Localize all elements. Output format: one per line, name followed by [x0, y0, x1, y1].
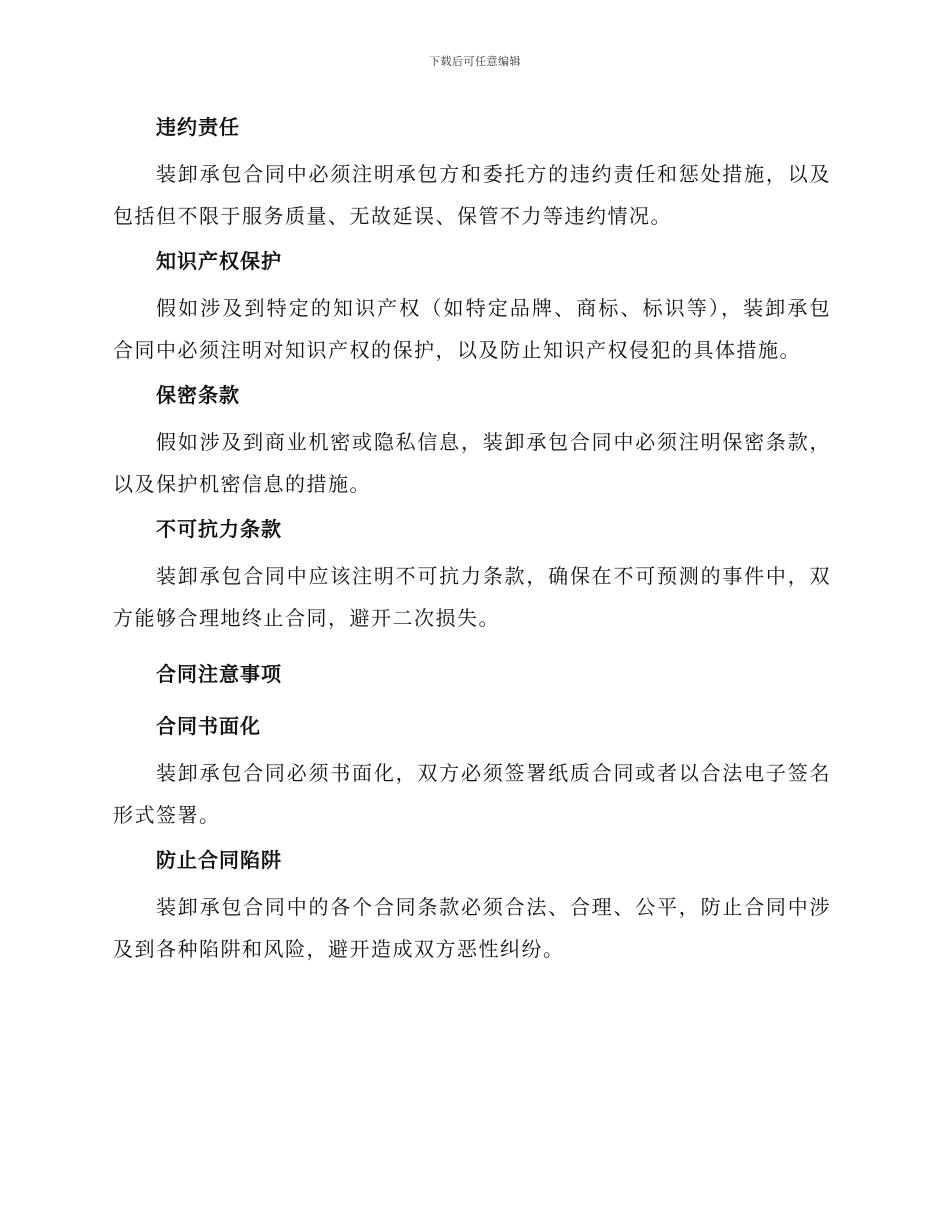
document-body	[113, 112, 831, 970]
page-header: 下载后可任意编辑	[429, 55, 521, 68]
section-body-written-contract: 装卸承包合同必须书面化，双方必须签署纸质合同或者以合法电子签名形式签署。	[113, 761, 831, 827]
section-body-force-majeure: 装卸承包合同中应该注明不可抗力条款，确保在不可预测的事件中，双方能够合理地终止合同，避开二次损失。	[113, 564, 831, 630]
section-body-breach-liability: 装卸承包合同中必须注明承包方和委托方的违约责任和惩处措施，以及包括但不限于服务质量、无故延误、保管不力等违约情况。	[113, 162, 831, 228]
section-body-contract-traps: 装卸承包合同中的各个合同条款必须合法、合理、公平，防止合同中涉及到各种陷阱和风险，避开造成双方恶性纠纷。	[113, 895, 831, 961]
section-heading-confidentiality: 保密条款	[156, 383, 240, 407]
section-heading-contract-traps: 防止合同陷阱	[156, 848, 282, 872]
section-heading-breach-liability: 违约责任	[156, 115, 240, 139]
section-heading-contract-notes: 合同注意事项	[156, 662, 282, 686]
section-body-ip-protection: 假如涉及到特定的知识产权（如特定品牌、商标、标识等），装卸承包合同中必须注明对知识产权的保护，以及防止知识产权侵犯的具体措施。	[113, 296, 831, 362]
section-heading-force-majeure: 不可抗力条款	[156, 517, 282, 541]
section-heading-written-contract: 合同书面化	[156, 714, 261, 738]
section-heading-ip-protection: 知识产权保护	[156, 249, 282, 273]
section-body-confidentiality: 假如涉及到商业机密或隐私信息，装卸承包合同中必须注明保密条款，以及保护机密信息的措施。	[113, 430, 831, 496]
